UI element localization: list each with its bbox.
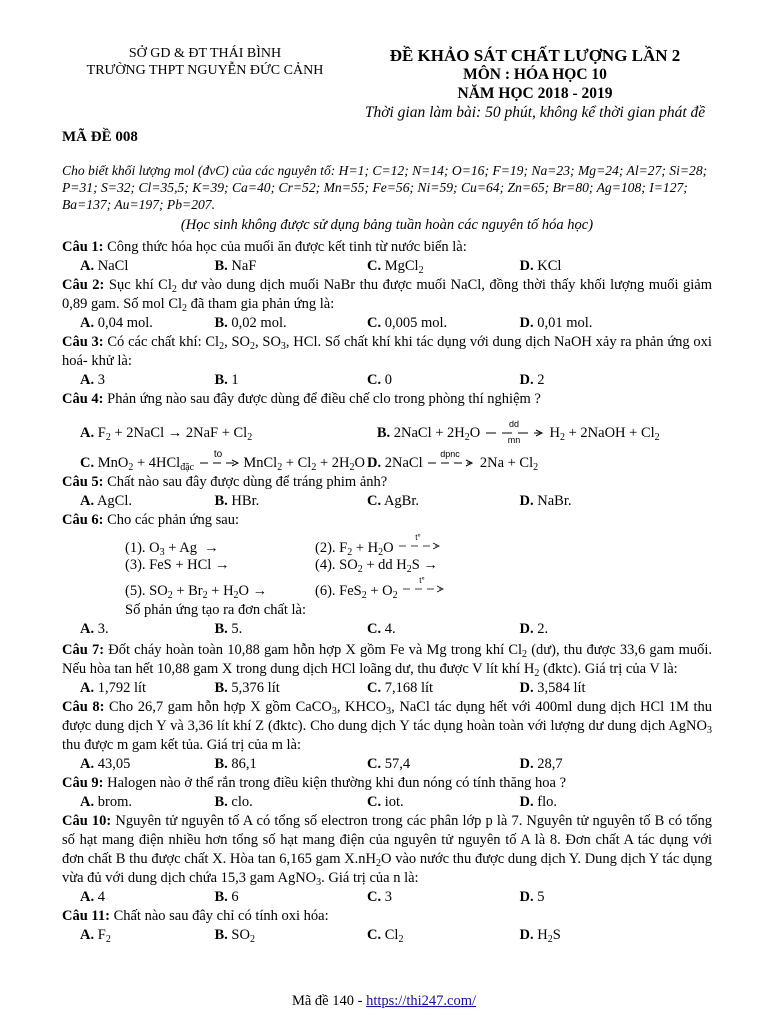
question-5-options (62, 492, 712, 511)
question-3-options (62, 371, 712, 390)
question-6-options (62, 620, 712, 639)
exam-header (350, 46, 720, 122)
option-c[interactable]: C. 7,168 lít (367, 680, 434, 697)
heat-arrow-icon (397, 533, 441, 558)
option-b[interactable]: B. clo. (214, 794, 253, 811)
option-d[interactable]: D. 2. (519, 621, 549, 638)
footer-link[interactable]: https://thi247.com/ (366, 993, 477, 1009)
reaction-6: (6). $FeS_2 + O_2$ t° (315, 581, 712, 601)
footer-code: Mã đề 140 - (291, 993, 367, 1009)
reaction-4: (4). $SO_2$ + dd $H_2S$ → (315, 557, 438, 576)
option-a[interactable]: A. NaCl (80, 258, 129, 274)
question-6: Câu 6: Cho các phản ứng sau: (62, 512, 240, 528)
exam-note: (Học sinh không được sử dụng bảng tuần hoàn các nguyên tố hóa học) (180, 217, 594, 233)
option-c[interactable]: C. MnO$_2$ + 4HCl$_{đặc}$ to MnCl$_2$ + $Cl_2 + 2H_2O$ (80, 449, 365, 473)
arrow-bottom-label: mn (507, 435, 521, 445)
option-b[interactable]: B. 5,376 lít (214, 680, 280, 697)
exam-title: ĐỀ KHẢO SÁT CHẤT LƯỢNG LẦN 2 (389, 46, 681, 65)
option-b[interactable]: B. 5. (214, 621, 243, 638)
option-d[interactable]: D. KCl (519, 258, 562, 274)
arrow-top-label: to (213, 449, 222, 460)
exam-time: Thời gian làm bài: 50 phút, không kể thời gian phát đề (364, 104, 706, 121)
question-7: Câu 7: Đốt cháy hoàn toàn 10,88 gam hỗn hợp X gồm Fe và Mg trong khí $Cl_2$ (dư), thu được 33,6 gam muối. Nếu hòa tan hết 10,88 gam X trong dung dịch HCl loãng dư, thu được V lít khí $H_2$ (đktc). Giá trị của V là: (62, 642, 712, 680)
option-d[interactable]: D. 3,584 lít (519, 680, 586, 697)
option-c[interactable]: C. MgCl$_2$ (367, 258, 424, 276)
reaction-5: (5). $SO_2 + Br_2 + H_2O$ → (125, 583, 268, 602)
option-d[interactable]: D. 28,7 (519, 756, 563, 773)
option-d[interactable]: D. 5 (519, 889, 545, 906)
question-3: Câu 3: Có các chất khí: $Cl_2$, $SO_2$, $SO_3$, HCl. Số chất khí khi tác dụng với dung dịch NaOH xảy ra phản ứng oxi hoá- khử là: (62, 334, 712, 369)
question-11: Câu 11: Chất nào sau đây chỉ có tính oxi hóa: (62, 908, 329, 925)
school-name: TRƯỜNG THPT NGUYỄN ĐỨC CẢNH (86, 63, 324, 78)
exam-code: MÃ ĐỀ 008 (62, 129, 138, 145)
question-6-subquestion: Số phản ứng tạo ra đơn chất là: (125, 602, 307, 619)
question-10-options (62, 888, 712, 907)
option-a[interactable]: A. AgCl. (80, 493, 132, 509)
option-b[interactable]: B. NaF (214, 258, 257, 274)
option-b[interactable]: B. $SO_2$ (214, 927, 255, 946)
option-a[interactable]: A. 3 (80, 372, 105, 388)
question-2: Câu 2: Sục khí $Cl_2$ dư vào dung dịch muối NaBr thu được muối NaCl, đồng thời thấy khối lượng muối giảm 0,89 gam. Số mol $Cl_2$ đã tham gia phản ứng là: (62, 277, 713, 314)
school-header (60, 45, 350, 79)
option-d[interactable]: D. 0,01 mol. (519, 315, 593, 331)
option-c[interactable]: C. 0,005 mol. (367, 315, 448, 331)
question-11-options (62, 926, 712, 945)
option-a[interactable]: A. 43,05 (80, 756, 131, 773)
option-a[interactable]: A. $F_2$ + 2NaCl → $2NaF + Cl_2$ (80, 425, 253, 443)
option-b[interactable]: B. 2NaCl + $2H_2O$ dd mn $H_2$ + 2NaOH + $Cl_2$ (376, 419, 660, 445)
page-footer (0, 993, 768, 1010)
question-9-options (62, 793, 712, 812)
reaction-row-2 (62, 555, 712, 575)
option-a[interactable]: A. $F_2$ (80, 927, 111, 946)
option-b[interactable]: B. 0,02 mol. (214, 315, 287, 331)
svg-text:t°: t° (419, 576, 425, 586)
option-b[interactable]: B. 6 (214, 889, 239, 906)
option-c[interactable]: C. AgBr. (367, 493, 419, 509)
option-d[interactable]: D. 2NaCl dpnc $2Na + Cl_2$ (367, 449, 539, 473)
question-5: Câu 5: Chất nào sau đây được dùng để tráng phim ảnh? (62, 474, 388, 490)
reaction-1: (1). $O_3 + Ag$ → (125, 540, 219, 558)
option-c[interactable]: C. 3 (367, 889, 392, 906)
question-8: Câu 8: Cho 26,7 gam hỗn hợp X gồm CaCO$_3$, $KHCO_3$, NaCl tác dụng hết với 400ml dung dịch HCl 1M thu được dung dịch Y và 3,36 lít khí Z (đktc). Cho dung dịch Y tác dụng hoàn toàn với lượng dư dung dịch AgNO$_3$ thu được m gam kết tủa. Giá trị của m là: (62, 699, 712, 754)
electrolysis-arrow-icon (484, 419, 546, 445)
reaction-3: (3). FeS + HCl → (125, 557, 230, 574)
option-d[interactable]: D. 2 (519, 372, 545, 388)
question-4-options-cd (62, 443, 712, 473)
arrow-top-label: dd (508, 419, 519, 429)
exam-year: NĂM HỌC 2018 - 2019 (457, 85, 613, 102)
questions (62, 238, 712, 945)
exam-subject: MÔN : HÓA HỌC 10 (463, 66, 607, 83)
option-d[interactable]: D. NaBr. (519, 493, 572, 509)
svg-text:t°: t° (415, 533, 421, 543)
question-8-options (62, 755, 712, 774)
option-c[interactable]: C. 57,4 (367, 756, 411, 773)
option-a[interactable]: A. brom. (80, 794, 132, 811)
option-b[interactable]: B. 1 (214, 372, 239, 388)
arrow-top-label: dpnc (440, 449, 460, 459)
question-7-options (62, 679, 712, 698)
reaction-row-3 (62, 576, 712, 602)
heat-arrow-icon (401, 576, 445, 601)
option-c[interactable]: C. $Cl_2$ (367, 927, 404, 946)
question-4: Câu 4: Phản ứng nào sau đây được dùng để điều chế clo trong phòng thí nghiệm ? (62, 391, 541, 407)
question-9: Câu 9: Halogen nào ở thể rắn trong điều kiện thường khi đun nóng có tính thăng hoa ? (62, 775, 567, 792)
option-d[interactable]: D. $H_2S$ (519, 927, 561, 946)
option-a[interactable]: A. 3. (80, 621, 109, 638)
question-4-options-ab (62, 409, 712, 443)
question-1: Câu 1: Công thức hóa học của muối ăn được kết tinh từ nước biển là: (62, 239, 467, 255)
option-c[interactable]: C. iot. (367, 794, 404, 811)
option-a[interactable]: A. 0,04 mol. (80, 315, 153, 331)
question-2-options (62, 314, 712, 333)
option-a[interactable]: A. 4 (80, 889, 105, 906)
question-10: Câu 10: Nguyên tử nguyên tố A có tổng số electron trong các phân lớp p là 7. Nguyên tử nguyên tố B có tổng số hạt mang điện nhiều hơn tổng số hạt mang điện của nguyên tử nguyên tố A là 8. Đơn chất A tác dụng với đơn chất B thu được chất X. Hòa tan 6,165 gam $X.nH_2O$ vào nước thu được dung dịch Y. Dung dịch Y tác dụng vừa đủ với dung dịch chứa 15,3 gam AgNO$_3$. Giá trị của n là: (62, 813, 712, 889)
option-b[interactable]: B. HBr. (214, 493, 260, 509)
atomic-masses: Cho biết khối lượng mol (đvC) của các nguyên tố: H=1; C=12; N=14; O=16; F=19; Na=23; Mg=24; Al=27; Si=28; P=31; S=32; Cl=35,5; K=39; Ca=40; Cr=52; Mn=55; Fe=56; Ni=59; Cu=64; Zn=65; Br=80; Ag=108; I=127; Ba=137; Au=197; Pb=207. (62, 163, 708, 212)
option-d[interactable]: D. flo. (519, 794, 557, 811)
option-c[interactable]: C. 4. (367, 621, 396, 638)
heat-arrow-icon (198, 449, 240, 473)
electrolysis-arrow-icon (426, 449, 476, 473)
option-c[interactable]: C. 0 (367, 372, 392, 388)
question-1-options (62, 257, 712, 276)
department-name: SỞ GD & ĐT THÁI BÌNH (128, 46, 282, 61)
reaction-2: (2). $F_2 + H_2O$ t° (315, 538, 712, 558)
option-a[interactable]: A. 1,792 lít (80, 680, 147, 697)
option-b[interactable]: B. 86,1 (214, 756, 257, 773)
